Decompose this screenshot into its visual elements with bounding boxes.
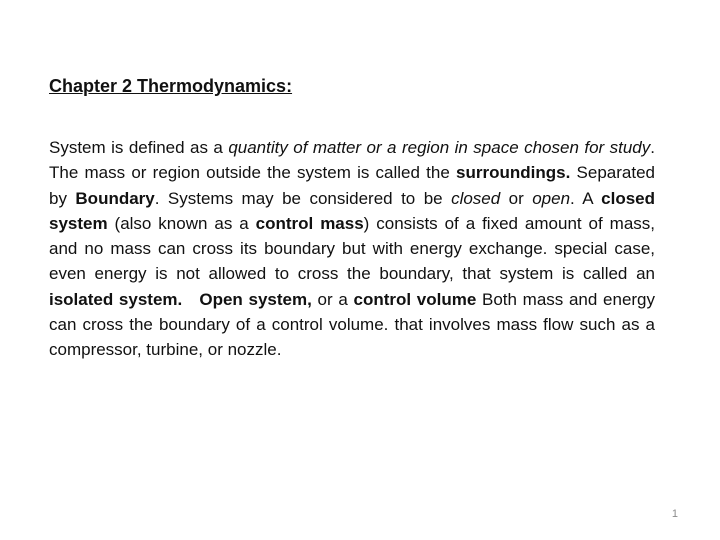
paragraph-run: Both mass and energy can cross the boundary of a control volume. that involves mass flow such as a compressor, turbine, or nozzle. [49,289,656,360]
term-surroundings: surroundings. [456,163,571,183]
paragraph-run: ) consists of a fixed amount of mass, and no mass can cross its boundary but with energy exchange. special case, even energy is not allowed to cross the boundary, that system is called an [49,213,655,284]
paragraph-run: (also known as a [107,213,256,233]
term-control-mass: control mass [255,213,364,233]
body-paragraph [49,135,655,363]
paragraph-run: or a [311,289,354,309]
paragraph-run: . Systems may be considered to be [154,188,452,208]
term-isolated-system: isolated system. [49,289,183,309]
term-closed: closed [451,188,501,208]
paragraph-run: . The mass or region outside the system is called the [49,138,655,183]
term-open: open [532,188,571,208]
paragraph-run: or [500,188,533,208]
term-open-system: Open system, [199,289,312,309]
slide-title: Chapter 2 Thermodynamics: [49,76,293,96]
page-number: 1 [671,508,678,520]
paragraph-run-italic: quantity of matter or a region in space chosen for study [228,138,651,157]
paragraph-run: System is defined as a [49,138,229,157]
term-control-volume: control volume [353,289,477,309]
paragraph-run: . A [570,188,602,208]
paragraph-run: Separated by [49,163,655,208]
paragraph-run [182,290,199,309]
term-boundary: Boundary [75,188,155,208]
term-closed-system: closed system [49,188,655,233]
